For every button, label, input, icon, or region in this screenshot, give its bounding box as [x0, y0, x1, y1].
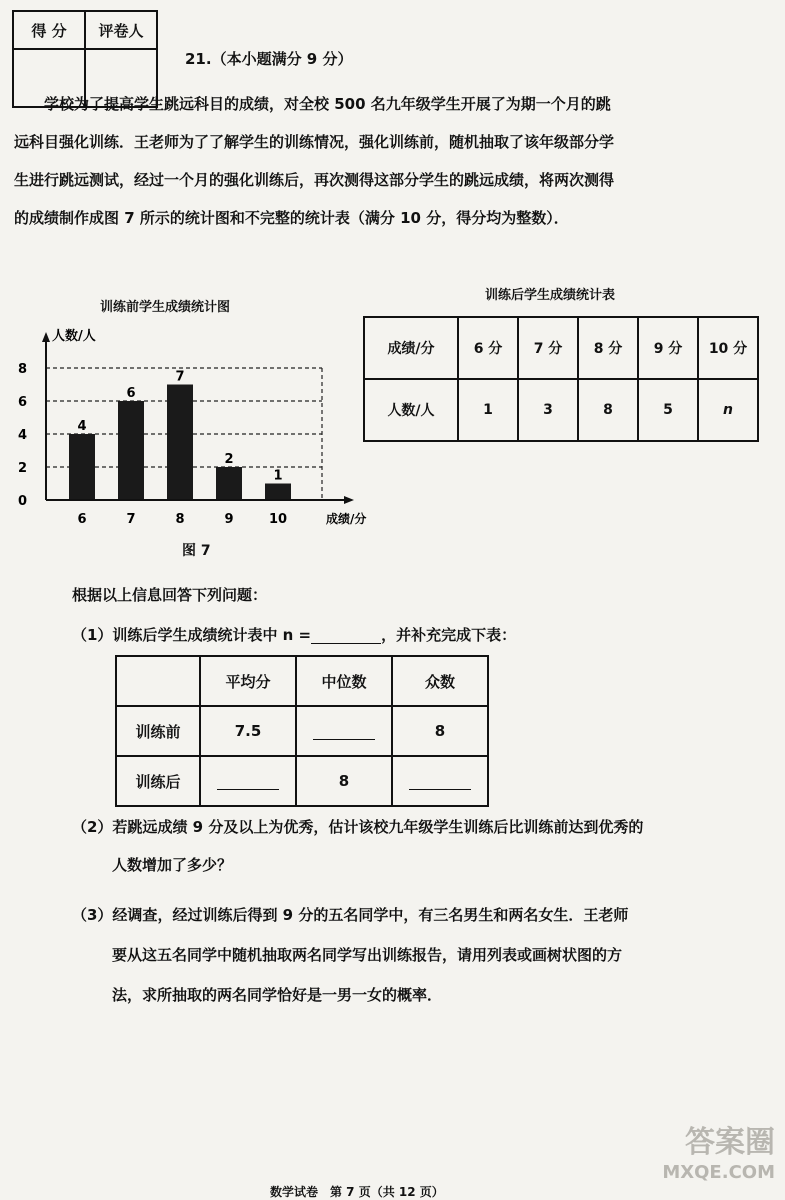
chart-title: 训练前学生成绩统计图: [100, 300, 231, 315]
question-1-text: （1）训练后学生成绩统计表中 n =: [72, 626, 312, 644]
bar-value-label: 6: [126, 386, 136, 401]
question-paragraph: [14, 85, 774, 237]
x-tick-label: 6: [77, 512, 87, 527]
answer-blank[interactable]: [409, 773, 471, 790]
question-2: [72, 816, 643, 875]
x-axis-label: 成绩/分: [326, 512, 367, 526]
question-1: [72, 624, 516, 645]
paragraph-line-2: 远科目强化训练．王老师为了了解学生的训练情况，强化训练前，随机抽取了该年级部分学: [14, 133, 615, 151]
after-table-count-row: [364, 379, 758, 441]
answer-blank[interactable]: [217, 773, 279, 790]
answer-blank[interactable]: [313, 723, 375, 740]
page-footer: 数学试卷 第 7 页（共 12 页）: [270, 1185, 444, 1199]
stats-header-cell: 中位数: [296, 656, 392, 706]
answer-blank-n[interactable]: [311, 627, 381, 644]
stats-header-row: [116, 656, 488, 706]
figure-caption: 图 7: [182, 543, 211, 559]
stats-cell-mode-blank[interactable]: [392, 756, 488, 806]
after-table-cell: 3: [518, 379, 578, 441]
stats-cell-mode: 8: [392, 706, 488, 756]
paragraph-line-1: 学校为了提高学生跳远科目的成绩，对全校 500 名九年级学生开展了为期一个月的跳: [44, 95, 611, 113]
after-training-table: [363, 316, 759, 442]
question-2-line-2: 人数增加了多少？: [112, 856, 233, 874]
bar-value-label: 2: [224, 452, 234, 467]
stats-row-before: [116, 706, 488, 756]
score-label: 得 分: [13, 11, 85, 49]
after-table-header-cell: 10 分: [698, 317, 758, 379]
y-axis-label: 人数/人: [52, 329, 96, 344]
stats-row-label: 训练前: [116, 706, 200, 756]
bar-10: [265, 484, 291, 501]
prompt-text: 根据以上信息回答下列问题：: [72, 586, 268, 604]
bar-chart: [10, 320, 390, 535]
after-table-header-cell: 成绩/分: [364, 317, 458, 379]
stats-cell-median-blank[interactable]: [296, 706, 392, 756]
bar-value-label: 4: [77, 419, 87, 434]
after-table-cell: 5: [638, 379, 698, 441]
y-axis-arrow: [42, 332, 50, 342]
y-tick-label: 4: [18, 428, 28, 443]
watermark-url: MXQE.COM: [662, 1162, 775, 1183]
question-2-line-1: （2）若跳远成绩 9 分及以上为优秀，估计该校九年级学生训练后比训练前达到优秀的: [72, 818, 644, 836]
statistics-table: [115, 655, 489, 807]
y-tick-label: 8: [18, 362, 28, 377]
after-table-cell: n: [698, 379, 758, 441]
x-tick-label: 10: [268, 512, 288, 527]
x-tick-label: 8: [175, 512, 185, 527]
after-table-header-cell: 9 分: [638, 317, 698, 379]
question-3: [72, 904, 628, 1005]
stats-header-cell: [116, 656, 200, 706]
after-table-cell: 8: [578, 379, 638, 441]
after-table-cell: 人数/人: [364, 379, 458, 441]
after-table-title: 训练后学生成绩统计表: [485, 288, 616, 303]
x-axis-arrow: [344, 496, 354, 504]
y-tick-label: 0: [18, 494, 28, 509]
stats-cell-mean-blank[interactable]: [200, 756, 296, 806]
bar-7: [118, 401, 144, 500]
after-table-cell: 1: [458, 379, 518, 441]
stats-cell-median: 8: [296, 756, 392, 806]
chart-bars: [69, 385, 291, 501]
x-tick-label: 7: [126, 512, 136, 527]
question-3-line-3: 法，求所抽取的两名同学恰好是一男一女的概率．: [112, 986, 443, 1004]
stats-row-after: [116, 756, 488, 806]
chart-labels: [18, 362, 287, 527]
bar-value-label: 7: [175, 369, 185, 385]
bar-9: [216, 467, 242, 500]
question-3-line-2: 要从这五名同学中随机抽取两名同学写出训练报告，请用列表或画树状图的方: [112, 946, 623, 964]
question-1-text-tail: ，并补充完成下表：: [381, 626, 517, 644]
bar-value-label: 1: [273, 468, 283, 484]
paragraph-line-4: 的成绩制作成图 7 所示的统计图和不完整的统计表（满分 10 分，得分均为整数）．: [14, 209, 569, 227]
after-table-header-cell: 6 分: [458, 317, 518, 379]
y-tick-label: 2: [18, 461, 28, 476]
watermark-title: 答案圈: [685, 1125, 775, 1160]
grader-label: 评卷人: [85, 11, 157, 49]
after-table-header-row: [364, 317, 758, 379]
y-tick-label: 6: [18, 395, 28, 410]
stats-row-label: 训练后: [116, 756, 200, 806]
question-header: 21.（本小题满分 9 分）: [185, 50, 353, 68]
after-table-header-cell: 7 分: [518, 317, 578, 379]
question-3-line-1: （3）经调查，经过训练后得到 9 分的五名同学中，有三名男生和两名女生．王老师: [72, 906, 629, 924]
x-tick-label: 9: [224, 512, 234, 527]
after-table-header-cell: 8 分: [578, 317, 638, 379]
bar-6: [69, 434, 95, 500]
bar-8: [167, 385, 193, 501]
stats-cell-mean: 7.5: [200, 706, 296, 756]
watermark-logo: [662, 1125, 775, 1188]
stats-header-cell: 平均分: [200, 656, 296, 706]
stats-header-cell: 众数: [392, 656, 488, 706]
paragraph-line-3: 生进行跳远测试，经过一个月的强化训练后，再次测得这部分学生的跳远成绩，将两次测得: [14, 171, 615, 189]
